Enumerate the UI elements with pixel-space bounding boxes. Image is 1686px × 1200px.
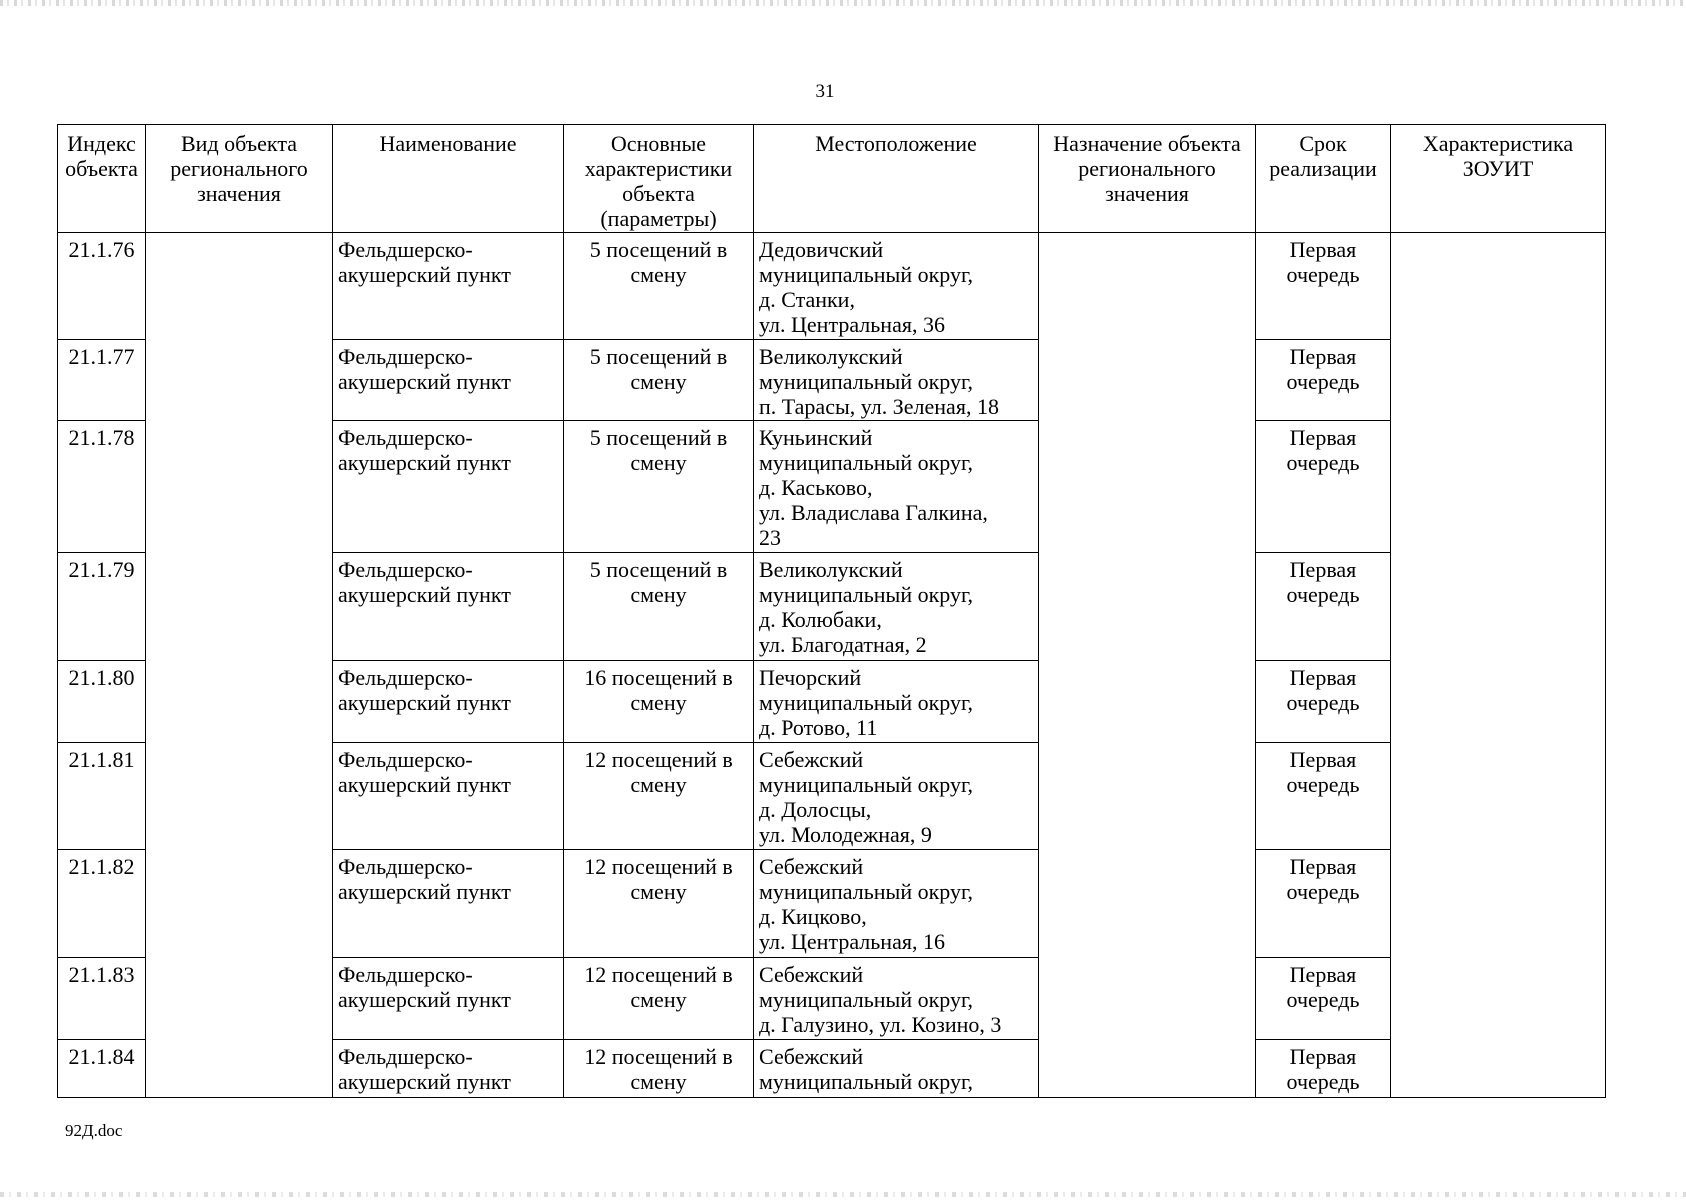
cell-index: 21.1.78 — [58, 421, 146, 553]
header-zouit: Характеристика ЗОУИТ — [1391, 125, 1606, 233]
cell-name: Фельдшерско- акушерский пункт — [333, 1040, 564, 1098]
table-header-row — [58, 125, 1606, 233]
cell-index: 21.1.77 — [58, 340, 146, 421]
cell-name: Фельдшерско- акушерский пункт — [333, 233, 564, 340]
scan-edge-top — [0, 0, 1686, 6]
cell-term: Первая очередь — [1256, 1040, 1391, 1098]
cell-location: Дедовичский муниципальный округ, д. Станки, ул. Центральная, 36 — [754, 233, 1039, 340]
cell-name: Фельдшерско- акушерский пункт — [333, 340, 564, 421]
cell-name: Фельдшерско- акушерский пункт — [333, 850, 564, 958]
cell-term: Первая очередь — [1256, 421, 1391, 553]
cell-name: Фельдшерско- акушерский пункт — [333, 421, 564, 553]
cell-index: 21.1.82 — [58, 850, 146, 958]
cell-term: Первая очередь — [1256, 958, 1391, 1040]
cell-params: 5 посещений в смену — [564, 233, 754, 340]
cell-kind-merged — [146, 233, 333, 1098]
page-number: 31 — [815, 81, 835, 102]
header-purpose: Назначение объекта регионального значения — [1039, 125, 1256, 233]
cell-params: 12 посещений в смену — [564, 958, 754, 1040]
objects-table — [57, 124, 1606, 1098]
header-index: Индекс объекта — [58, 125, 146, 233]
cell-params: 16 посещений в смену — [564, 661, 754, 743]
cell-location: Печорский муниципальный округ, д. Ротово, 11 — [754, 661, 1039, 743]
header-term: Срок реализации — [1256, 125, 1391, 233]
cell-params: 5 посещений в смену — [564, 553, 754, 661]
cell-location: Себежский муниципальный округ, — [754, 1040, 1039, 1098]
cell-name: Фельдшерско- акушерский пункт — [333, 661, 564, 743]
cell-params: 5 посещений в смену — [564, 340, 754, 421]
cell-location: Себежский муниципальный округ, д. Долосцы, ул. Молодежная, 9 — [754, 743, 1039, 850]
cell-params: 12 посещений в смену — [564, 743, 754, 850]
cell-purpose-merged — [1039, 233, 1256, 1098]
cell-index: 21.1.83 — [58, 958, 146, 1040]
cell-name: Фельдшерско- акушерский пункт — [333, 553, 564, 661]
footer-filename: 92Д.doc — [65, 1121, 123, 1140]
cell-location: Великолукский муниципальный округ, п. Тарасы, ул. Зеленая, 18 — [754, 340, 1039, 421]
cell-term: Первая очередь — [1256, 553, 1391, 661]
cell-term: Первая очередь — [1256, 340, 1391, 421]
header-params: Основные характеристики объекта (параметры) — [564, 125, 754, 233]
cell-params: 5 посещений в смену — [564, 421, 754, 553]
header-kind: Вид объекта регионального значения — [146, 125, 333, 233]
cell-location: Куньинский муниципальный округ, д. Каськово, ул. Владислава Галкина, 23 — [754, 421, 1039, 553]
cell-term: Первая очередь — [1256, 233, 1391, 340]
header-location: Местоположение — [754, 125, 1039, 233]
header-name: Наименование — [333, 125, 564, 233]
cell-zouit-merged — [1391, 233, 1606, 1098]
cell-term: Первая очередь — [1256, 661, 1391, 743]
cell-term: Первая очередь — [1256, 743, 1391, 850]
cell-index: 21.1.76 — [58, 233, 146, 340]
cell-name: Фельдшерско- акушерский пункт — [333, 743, 564, 850]
cell-index: 21.1.81 — [58, 743, 146, 850]
cell-params: 12 посещений в смену — [564, 850, 754, 958]
table-row — [58, 233, 1606, 340]
scan-edge-bottom — [0, 1192, 1686, 1197]
cell-index: 21.1.79 — [58, 553, 146, 661]
cell-index: 21.1.80 — [58, 661, 146, 743]
cell-location: Себежский муниципальный округ, д. Кицково, ул. Центральная, 16 — [754, 850, 1039, 958]
cell-name: Фельдшерско- акушерский пункт — [333, 958, 564, 1040]
cell-params: 12 посещений в смену — [564, 1040, 754, 1098]
cell-location: Себежский муниципальный округ, д. Галузино, ул. Козино, 3 — [754, 958, 1039, 1040]
cell-location: Великолукский муниципальный округ, д. Колюбаки, ул. Благодатная, 2 — [754, 553, 1039, 661]
cell-term: Первая очередь — [1256, 850, 1391, 958]
cell-index: 21.1.84 — [58, 1040, 146, 1098]
